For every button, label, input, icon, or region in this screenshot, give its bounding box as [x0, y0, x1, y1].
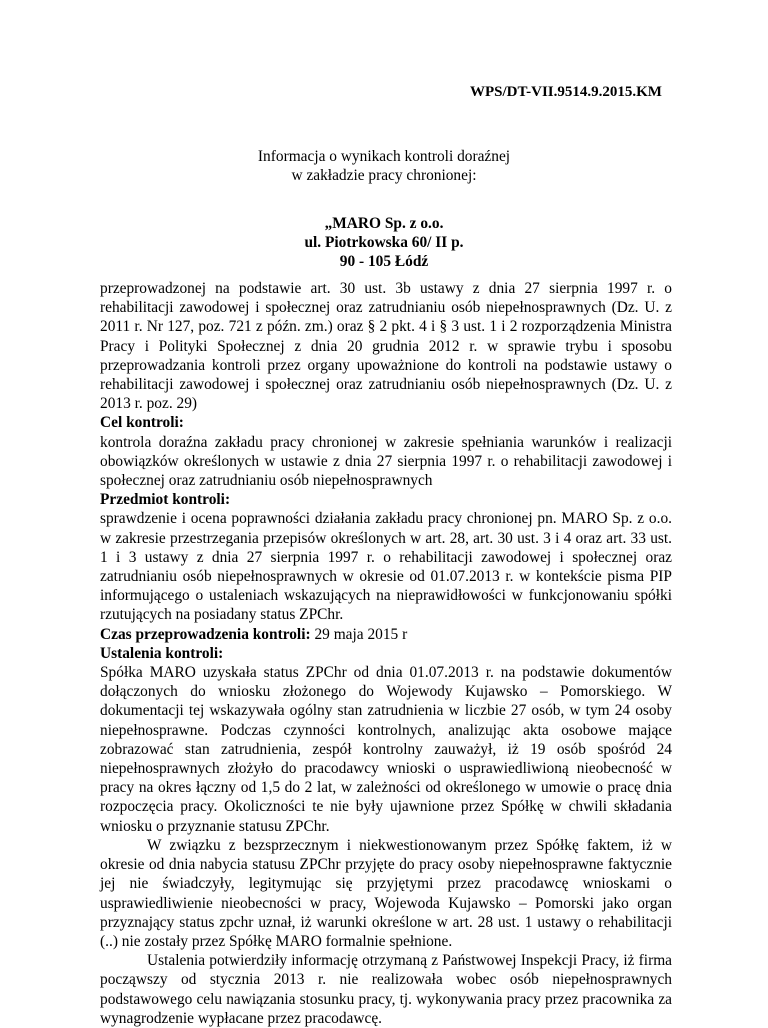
goal-text: kontrola doraźna zakładu pracy chronionej w zakresie spełniania warunków i realizacji obowiązków określonych w ustawie z dnia 27 sierpnia 1997 r. o rehabilitacji zawodowej i społecznej oraz zatrudnianiu osób niepełnosprawnych: [100, 433, 672, 490]
subject-label: Przedmiot kontroli:: [100, 491, 231, 509]
reference-number: WPS/DT-VII.9514.9.2015.KM: [470, 84, 662, 100]
subject-text: sprawdzenie i ocena poprawności działania zakładu pracy chronionej pn. MARO Sp. z o.o. w zakresie przestrzegania przepisów określonych w art. 28, art. 30 ust. 3 i 4 oraz art. 33 ust. 1 i 3 ustawy z dnia 27 sierpnia 1997 r. o rehabilitacji zawodowej i społecznej oraz zatrudnianiu osób niepełnosprawnych w okresie od 01.07.2013 r. w kontekście pisma PIP informującego o ustaleniach wskazujących na nieprawidłowości w funkcjonowaniu spółki rzutujących na posiadany status ZPChr.: [100, 510, 672, 624]
goal-label: Cel kontroli:: [100, 414, 184, 432]
document-body: [100, 279, 672, 1028]
time-value: 29 maja 2015 r: [310, 625, 408, 643]
heading-line-2: w zakładzie pracy chronionej:: [291, 167, 477, 184]
heading-line-1: Informacja o wynikach kontroli doraźnej: [257, 148, 511, 165]
findings-label: Ustalenia kontroli:: [100, 644, 224, 662]
company-street: ul. Piotrkowska 60/ II p.: [304, 234, 464, 251]
time-label: Czas przeprowadzenia kontroli:: [100, 625, 311, 643]
time-line: [100, 625, 672, 644]
company-city: 90 - 105 Łódź: [339, 253, 429, 270]
document-heading: [160, 147, 608, 185]
company-name: „MARO Sp. z o.o.: [324, 215, 444, 232]
company-address: [160, 214, 608, 271]
findings-paragraph-1: Spółka MARO uzyskała status ZPChr od dnia 01.07.2013 r. na podstawie dokumentów dołączonych do wniosku złożonego do Wojewody Kujawsko – Pomorskiego. W dokumentacji tej wskazywała ogólny stan zatrudnienia w liczbie 27 osób, w tym 24 osoby niepełnosprawne. Podczas czynności kontrolnych, analizując akta osobowe mające zobrazować stan zatrudnienia, zespół kontrolny zauważył, iż 19 osób spośród 24 niepełnosprawnych złożyło do pracodawcy wnioski o usprawiedliwioną nieobecność w pracy na okres łączny od 1,5 do 2 lat, w zależności od określonego w umowie o pracę dnia rozpoczęcia pracy. Okoliczności te nie były ujawnione przez Spółkę w chwili składania wniosku o przyznanie statusu ZPChr.: [100, 664, 672, 835]
findings-paragraph-3: Ustalenia potwierdziły informację otrzymaną z Państwowej Inspekcji Pracy, iż firma począwszy od stycznia 2013 r. nie realizowała wobec osób niepełnosprawnych podstawowego celu nawiązania stosunku pracy, tj. wykonywania pracy przez pracownika za wynagrodzenie wypłacane przez pracodawcę.: [100, 952, 672, 1027]
findings-paragraph-2: W związku z bezsprzecznym i niekwestionowanym przez Spółkę faktem, iż w okresie od dnia nabycia statusu ZPChr przyjęte do pracy osoby niepełnosprawne faktycznie jej nie świadczyły, legitymując się przyjętymi przez pracodawcę wnioskami o usprawiedliwienie nieobecności w pracy, Wojewoda Kujawsko – Pomorski jako organ przyznający status zpchr uznał, iż warunki określone w art. 28 ust. 1 ustawy o rehabilitacji (..) nie zostały przez Spółkę MARO formalnie spełnione.: [100, 836, 672, 950]
intro-paragraph: przeprowadzonej na podstawie art. 30 ust. 3b ustawy z dnia 27 sierpnia 1997 r. o rehabilitacji zawodowej i społecznej oraz zatrudnianiu osób niepełnosprawnych (Dz. U. z 2011 r. Nr 127, poz. 721 z późn. zm.) oraz § 2 pkt. 4 i § 3 ust. 1 i 2 rozporządzenia Ministra Pracy i Polityki Społecznej z dnia 20 grudnia 2012 r. w sprawie trybu i sposobu przeprowadzania kontroli przez organy upoważnione do kontroli na podstawie ustawy o rehabilitacji zawodowej i społecznej oraz zatrudnianiu osób niepełnosprawnych (Dz. U. z 2013 r. poz. 29): [100, 280, 672, 413]
